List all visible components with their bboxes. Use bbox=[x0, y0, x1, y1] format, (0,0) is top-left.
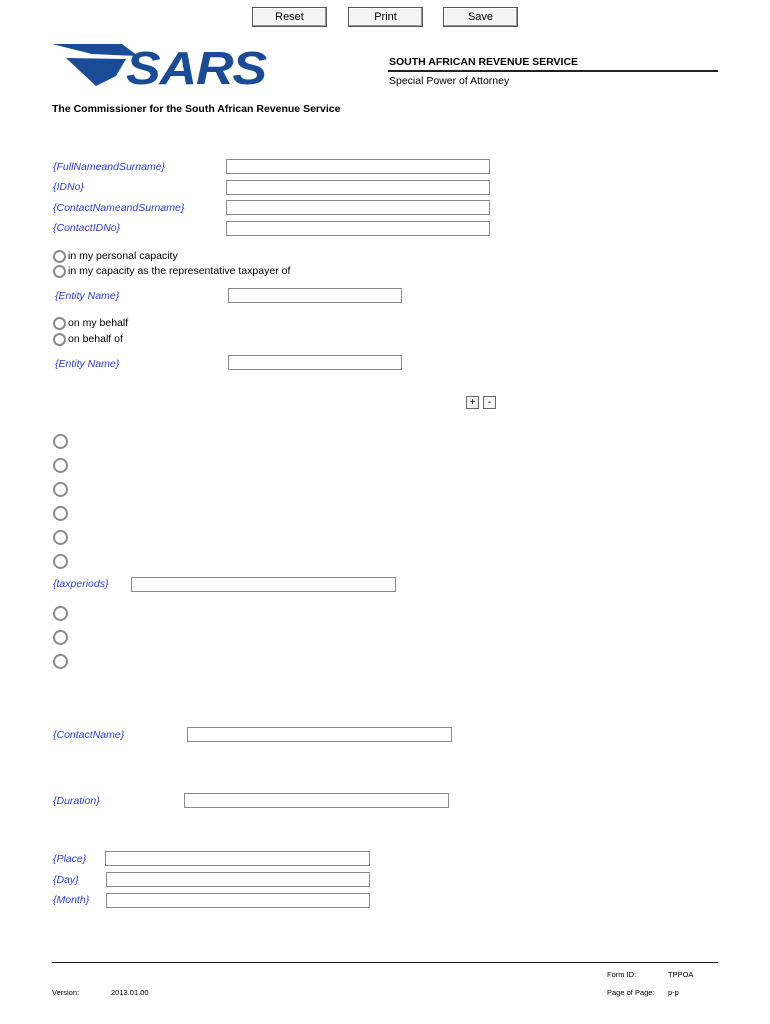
save-button[interactable]: Save bbox=[443, 7, 518, 27]
authority-option-radio-1[interactable] bbox=[53, 606, 68, 621]
footer-divider bbox=[52, 962, 718, 963]
logo-wordmark: SARS bbox=[126, 42, 268, 88]
version-value: 2013.01.00 bbox=[111, 988, 149, 997]
tax-option-radio-5[interactable] bbox=[53, 530, 68, 545]
tax-option-radio-1[interactable] bbox=[53, 434, 68, 449]
header-divider bbox=[388, 70, 718, 72]
tax-option-radio-4[interactable] bbox=[53, 506, 68, 521]
page-of-page-label: Page of Page: bbox=[607, 988, 655, 997]
id-no-label: {IDNo} bbox=[53, 181, 84, 193]
full-name-label: {FullNameandSurname} bbox=[53, 161, 166, 173]
contact-name-label: {ContactName} bbox=[53, 729, 125, 741]
personal-capacity-radio[interactable] bbox=[53, 250, 66, 263]
tax-option-radio-6[interactable] bbox=[53, 554, 68, 569]
addressee-heading: The Commissioner for the South African Revenue Service bbox=[52, 103, 341, 115]
entity-name-label-1: {Entity Name} bbox=[55, 290, 120, 302]
form-title: Special Power of Attorney bbox=[389, 75, 510, 87]
remove-row-button[interactable]: - bbox=[483, 396, 496, 409]
month-label: {Month} bbox=[53, 894, 90, 906]
tax-periods-label: {taxperiods} bbox=[53, 578, 109, 590]
day-field[interactable] bbox=[106, 872, 370, 887]
entity-name-field-2[interactable] bbox=[228, 355, 402, 370]
form-id-label: Form ID: bbox=[607, 970, 637, 979]
print-button[interactable]: Print bbox=[348, 7, 423, 27]
id-no-field[interactable] bbox=[226, 180, 490, 195]
contact-id-no-field[interactable] bbox=[226, 221, 490, 236]
tax-option-radio-3[interactable] bbox=[53, 482, 68, 497]
authority-option-radio-3[interactable] bbox=[53, 654, 68, 669]
contact-id-no-label: {ContactIDNo} bbox=[53, 222, 121, 234]
version-label: Version: bbox=[52, 988, 80, 997]
representative-capacity-label: in my capacity as the representative taxpayer of bbox=[68, 265, 291, 277]
form-id-value: TPPOA bbox=[668, 970, 694, 979]
day-label: {Day} bbox=[53, 874, 79, 886]
contact-name-surname-label: {ContactNameandSurname} bbox=[53, 202, 185, 214]
page-of-page-value: p-p bbox=[668, 988, 679, 997]
month-field[interactable] bbox=[106, 893, 370, 908]
on-behalf-of-label: on behalf of bbox=[68, 333, 123, 345]
on-my-behalf-radio[interactable] bbox=[53, 317, 66, 330]
place-field[interactable] bbox=[105, 851, 370, 866]
on-my-behalf-label: on my behalf bbox=[68, 317, 129, 329]
contact-name-field[interactable] bbox=[187, 727, 452, 742]
personal-capacity-label: in my personal capacity bbox=[68, 250, 178, 262]
duration-label: {Duration} bbox=[53, 795, 100, 807]
tax-option-radio-2[interactable] bbox=[53, 458, 68, 473]
entity-name-label-2: {Entity Name} bbox=[55, 358, 120, 370]
place-label: {Place} bbox=[53, 853, 87, 865]
duration-field[interactable] bbox=[184, 793, 449, 808]
on-behalf-of-radio[interactable] bbox=[53, 333, 66, 346]
contact-name-surname-field[interactable] bbox=[226, 200, 490, 215]
sars-logo bbox=[52, 42, 268, 88]
authority-option-radio-2[interactable] bbox=[53, 630, 68, 645]
representative-capacity-radio[interactable] bbox=[53, 265, 66, 278]
add-row-button[interactable]: + bbox=[466, 396, 479, 409]
full-name-field[interactable] bbox=[226, 159, 490, 174]
tax-periods-field[interactable] bbox=[131, 577, 396, 592]
reset-button[interactable]: Reset bbox=[252, 7, 327, 27]
entity-name-field-1[interactable] bbox=[228, 288, 402, 303]
organization-title: SOUTH AFRICAN REVENUE SERVICE bbox=[389, 56, 579, 68]
